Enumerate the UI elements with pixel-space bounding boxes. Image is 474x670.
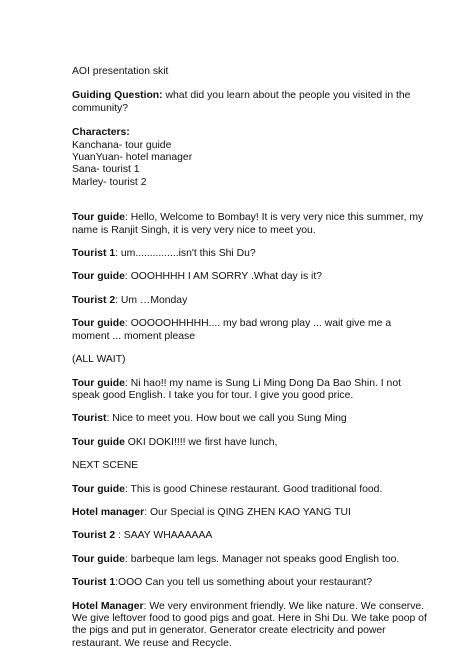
character-item: Marley- tourist 2 xyxy=(72,176,147,188)
speaker-name: Tour guide xyxy=(72,318,125,330)
guiding-question-label: Guiding Question: xyxy=(72,90,163,102)
script-line xyxy=(72,484,402,496)
script-line xyxy=(72,413,402,425)
characters-section xyxy=(72,127,402,189)
speaker-name: Tourist 2 xyxy=(72,530,116,542)
stage-direction: (ALL WAIT) xyxy=(72,354,126,366)
guiding-question xyxy=(72,90,411,115)
script-line xyxy=(72,212,424,237)
script-line xyxy=(72,554,402,566)
dialogue-text: : Our Special is QING ZHEN KAO YANG TUI xyxy=(144,506,351,518)
guiding-question-text: what did you learn about the people you visited in the xyxy=(162,90,411,102)
dialogue-text: the pigs and put in generator. Generator create electricity and power xyxy=(72,625,386,637)
speaker-name: Tourist 1 xyxy=(72,248,116,260)
dialogue-text: : We very environment friendly. We like nature. We conserve. xyxy=(143,600,425,612)
script-line xyxy=(72,577,402,589)
dialogue-text: moment ... moment please xyxy=(72,330,196,342)
speaker-name: Tour guide xyxy=(72,553,125,565)
character-item: Sana- tourist 1 xyxy=(72,164,140,176)
dialogue-text: :OOO Can you tell us something about your restaurant? xyxy=(115,577,373,589)
script-line xyxy=(72,600,427,651)
dialogue-text: : OOOHHHH I AM SORRY .What day is it? xyxy=(124,271,323,283)
script-line xyxy=(72,530,402,542)
script-line xyxy=(72,271,402,283)
scene-marker: NEXT SCENE xyxy=(72,460,139,472)
dialogue-text: : Ni hao!! my name is Sung Li Ming Dong Da Bao Shin. I not xyxy=(124,377,401,389)
script-line xyxy=(72,437,402,449)
script-line xyxy=(72,507,402,519)
script-line xyxy=(72,318,402,343)
dialogue-text: : barbeque lam legs. Manager not speaks good English too. xyxy=(124,553,400,565)
dialogue-text: : Um …Monday xyxy=(115,294,188,306)
character-item: Kanchana- tour guide xyxy=(72,139,172,151)
dialogue-text: : SAAY WHAAAAAA xyxy=(115,530,213,542)
dialogue-text: : This is good Chinese restaurant. Good traditional food. xyxy=(124,483,383,495)
dialogue-text: : OOOOOHHHHH.... my bad wrong play ... wait give me a xyxy=(124,318,392,330)
speaker-name: Tour guide xyxy=(72,212,125,224)
dialogue-text: : Hello, Welcome to Bombay! It is very very nice this summer, my xyxy=(124,212,424,224)
dialogue-text: We give leftover food to good pigs and goat. Here in Shi Du. We take poop of xyxy=(72,612,427,624)
speaker-name: Hotel manager xyxy=(72,506,145,518)
speaker-name: Hotel Manager xyxy=(72,600,144,612)
document-page xyxy=(72,66,427,650)
dialogue-text: speak good English. I take you for tour. I give you good price. xyxy=(72,389,354,401)
speaker-name: Tourist 2 xyxy=(72,294,116,306)
script-line xyxy=(72,248,402,260)
script-line xyxy=(72,295,402,307)
speaker-name: Tour guide xyxy=(72,271,125,283)
dialogue-text: : Nice to meet you. How bout we call you Sung Ming xyxy=(106,413,347,425)
dialogue-text: OKI DOKI!!!! we first have lunch, xyxy=(124,436,278,448)
speaker-name: Tourist xyxy=(72,413,107,425)
speaker-name: Tour guide xyxy=(72,483,125,495)
dialogue-text: : um...............isn't this Shi Du? xyxy=(115,248,256,260)
document-title: AOI presentation skit xyxy=(72,66,169,77)
dialogue-text: restaurant. We reuse and Recycle. xyxy=(72,637,232,649)
character-item: YuanYuan- hotel manager xyxy=(72,152,193,164)
script-line xyxy=(72,378,402,403)
speaker-name: Tourist 1 xyxy=(72,577,116,589)
characters-heading: Characters: xyxy=(72,127,130,139)
speaker-name: Tour guide xyxy=(72,436,125,448)
dialogue-text: name is Ranjit Singh, it is very very nice to meet you. xyxy=(72,224,316,236)
guiding-question-text-cont: community? xyxy=(72,102,129,114)
speaker-name: Tour guide xyxy=(72,377,125,389)
